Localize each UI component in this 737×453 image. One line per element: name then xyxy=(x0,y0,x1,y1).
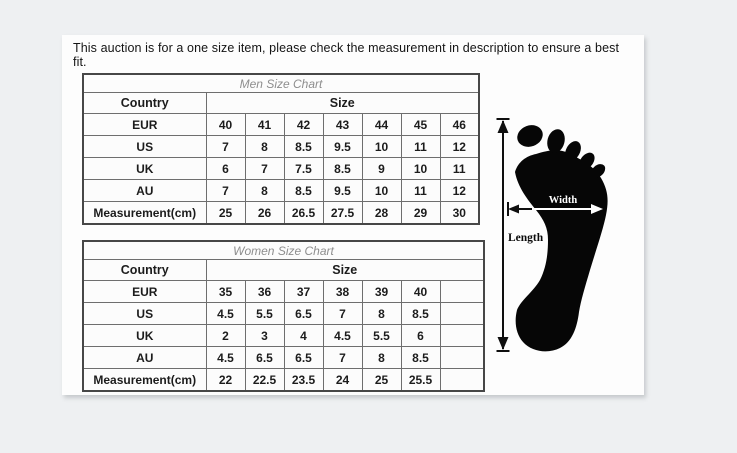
size-value-cell: 42 xyxy=(284,114,323,136)
size-value-cell: 9 xyxy=(362,158,401,180)
size-value-cell: 4.5 xyxy=(323,325,362,347)
size-value-cell: 9.5 xyxy=(323,136,362,158)
size-value-cell: 38 xyxy=(323,281,362,303)
foot-measurement-diagram xyxy=(488,100,623,365)
row-label: EUR xyxy=(83,281,206,303)
size-value-cell: 29 xyxy=(401,202,440,225)
size-value-cell: 40 xyxy=(206,114,245,136)
size-value-cell: 4 xyxy=(284,325,323,347)
row-label: AU xyxy=(83,347,206,369)
size-value-cell: 39 xyxy=(362,281,401,303)
size-value-cell: 25.5 xyxy=(401,369,440,392)
size-value-cell: 8.5 xyxy=(401,347,440,369)
row-label: Measurement(cm) xyxy=(83,202,206,225)
size-value-cell xyxy=(440,325,484,347)
men-size-chart-table xyxy=(82,73,480,225)
row-label: UK xyxy=(83,325,206,347)
table-row xyxy=(83,347,484,369)
size-value-cell: 6.5 xyxy=(245,347,284,369)
size-value-cell: 8 xyxy=(362,347,401,369)
row-label: AU xyxy=(83,180,206,202)
size-value-cell: 2 xyxy=(206,325,245,347)
row-label: US xyxy=(83,136,206,158)
size-value-cell: 25 xyxy=(362,369,401,392)
size-value-cell: 26 xyxy=(245,202,284,225)
country-header: Country xyxy=(83,260,206,281)
women-size-chart-table xyxy=(82,240,485,392)
size-value-cell xyxy=(440,347,484,369)
size-value-cell: 22 xyxy=(206,369,245,392)
size-value-cell: 46 xyxy=(440,114,479,136)
size-value-cell: 3 xyxy=(245,325,284,347)
size-value-cell: 5.5 xyxy=(362,325,401,347)
table-row xyxy=(83,180,479,202)
size-value-cell: 27.5 xyxy=(323,202,362,225)
size-header: Size xyxy=(206,260,484,281)
size-value-cell: 12 xyxy=(440,180,479,202)
row-label: EUR xyxy=(83,114,206,136)
row-label: US xyxy=(83,303,206,325)
size-value-cell: 7 xyxy=(245,158,284,180)
table-row xyxy=(83,136,479,158)
size-value-cell: 30 xyxy=(440,202,479,225)
size-value-cell: 40 xyxy=(401,281,440,303)
size-value-cell: 7.5 xyxy=(284,158,323,180)
size-value-cell xyxy=(440,303,484,325)
table-title: Men Size Chart xyxy=(83,74,479,93)
size-value-cell: 11 xyxy=(401,136,440,158)
size-value-cell: 7 xyxy=(206,136,245,158)
size-value-cell: 25 xyxy=(206,202,245,225)
size-value-cell: 45 xyxy=(401,114,440,136)
size-value-cell: 6 xyxy=(206,158,245,180)
table-row xyxy=(83,114,479,136)
size-value-cell: 6.5 xyxy=(284,347,323,369)
table-row xyxy=(83,303,484,325)
size-value-cell: 5.5 xyxy=(245,303,284,325)
size-value-cell xyxy=(440,369,484,392)
size-value-cell: 26.5 xyxy=(284,202,323,225)
size-value-cell: 4.5 xyxy=(206,303,245,325)
size-value-cell: 41 xyxy=(245,114,284,136)
size-value-cell: 11 xyxy=(401,180,440,202)
row-label: UK xyxy=(83,158,206,180)
country-header: Country xyxy=(83,93,206,114)
size-value-cell: 7 xyxy=(206,180,245,202)
size-value-cell: 36 xyxy=(245,281,284,303)
size-value-cell: 10 xyxy=(401,158,440,180)
size-value-cell: 11 xyxy=(440,158,479,180)
size-value-cell: 8.5 xyxy=(401,303,440,325)
size-value-cell: 10 xyxy=(362,180,401,202)
table-row xyxy=(83,281,484,303)
disclaimer-text: This auction is for a one size item, please check the measurement in description to ensure a best fit. xyxy=(73,41,620,69)
size-value-cell: 24 xyxy=(323,369,362,392)
table-row xyxy=(83,158,479,180)
size-value-cell: 9.5 xyxy=(323,180,362,202)
size-value-cell: 37 xyxy=(284,281,323,303)
size-value-cell: 8.5 xyxy=(284,136,323,158)
size-value-cell: 22.5 xyxy=(245,369,284,392)
width-label: Width xyxy=(548,195,578,206)
size-value-cell xyxy=(440,281,484,303)
size-value-cell: 6 xyxy=(401,325,440,347)
size-value-cell: 8.5 xyxy=(284,180,323,202)
size-value-cell: 8 xyxy=(362,303,401,325)
size-value-cell: 7 xyxy=(323,303,362,325)
size-value-cell: 28 xyxy=(362,202,401,225)
table-row xyxy=(83,325,484,347)
size-value-cell: 6.5 xyxy=(284,303,323,325)
size-value-cell: 7 xyxy=(323,347,362,369)
content-panel xyxy=(62,35,644,395)
size-value-cell: 10 xyxy=(362,136,401,158)
size-value-cell: 8 xyxy=(245,136,284,158)
size-value-cell: 43 xyxy=(323,114,362,136)
table-row xyxy=(83,202,479,225)
table-row xyxy=(83,369,484,392)
size-value-cell: 23.5 xyxy=(284,369,323,392)
size-value-cell: 8.5 xyxy=(323,158,362,180)
row-label: Measurement(cm) xyxy=(83,369,206,392)
size-value-cell: 8 xyxy=(245,180,284,202)
size-header: Size xyxy=(206,93,479,114)
size-value-cell: 12 xyxy=(440,136,479,158)
table-title: Women Size Chart xyxy=(83,241,484,260)
size-value-cell: 4.5 xyxy=(206,347,245,369)
length-label: Length xyxy=(508,232,544,244)
size-value-cell: 35 xyxy=(206,281,245,303)
size-value-cell: 44 xyxy=(362,114,401,136)
